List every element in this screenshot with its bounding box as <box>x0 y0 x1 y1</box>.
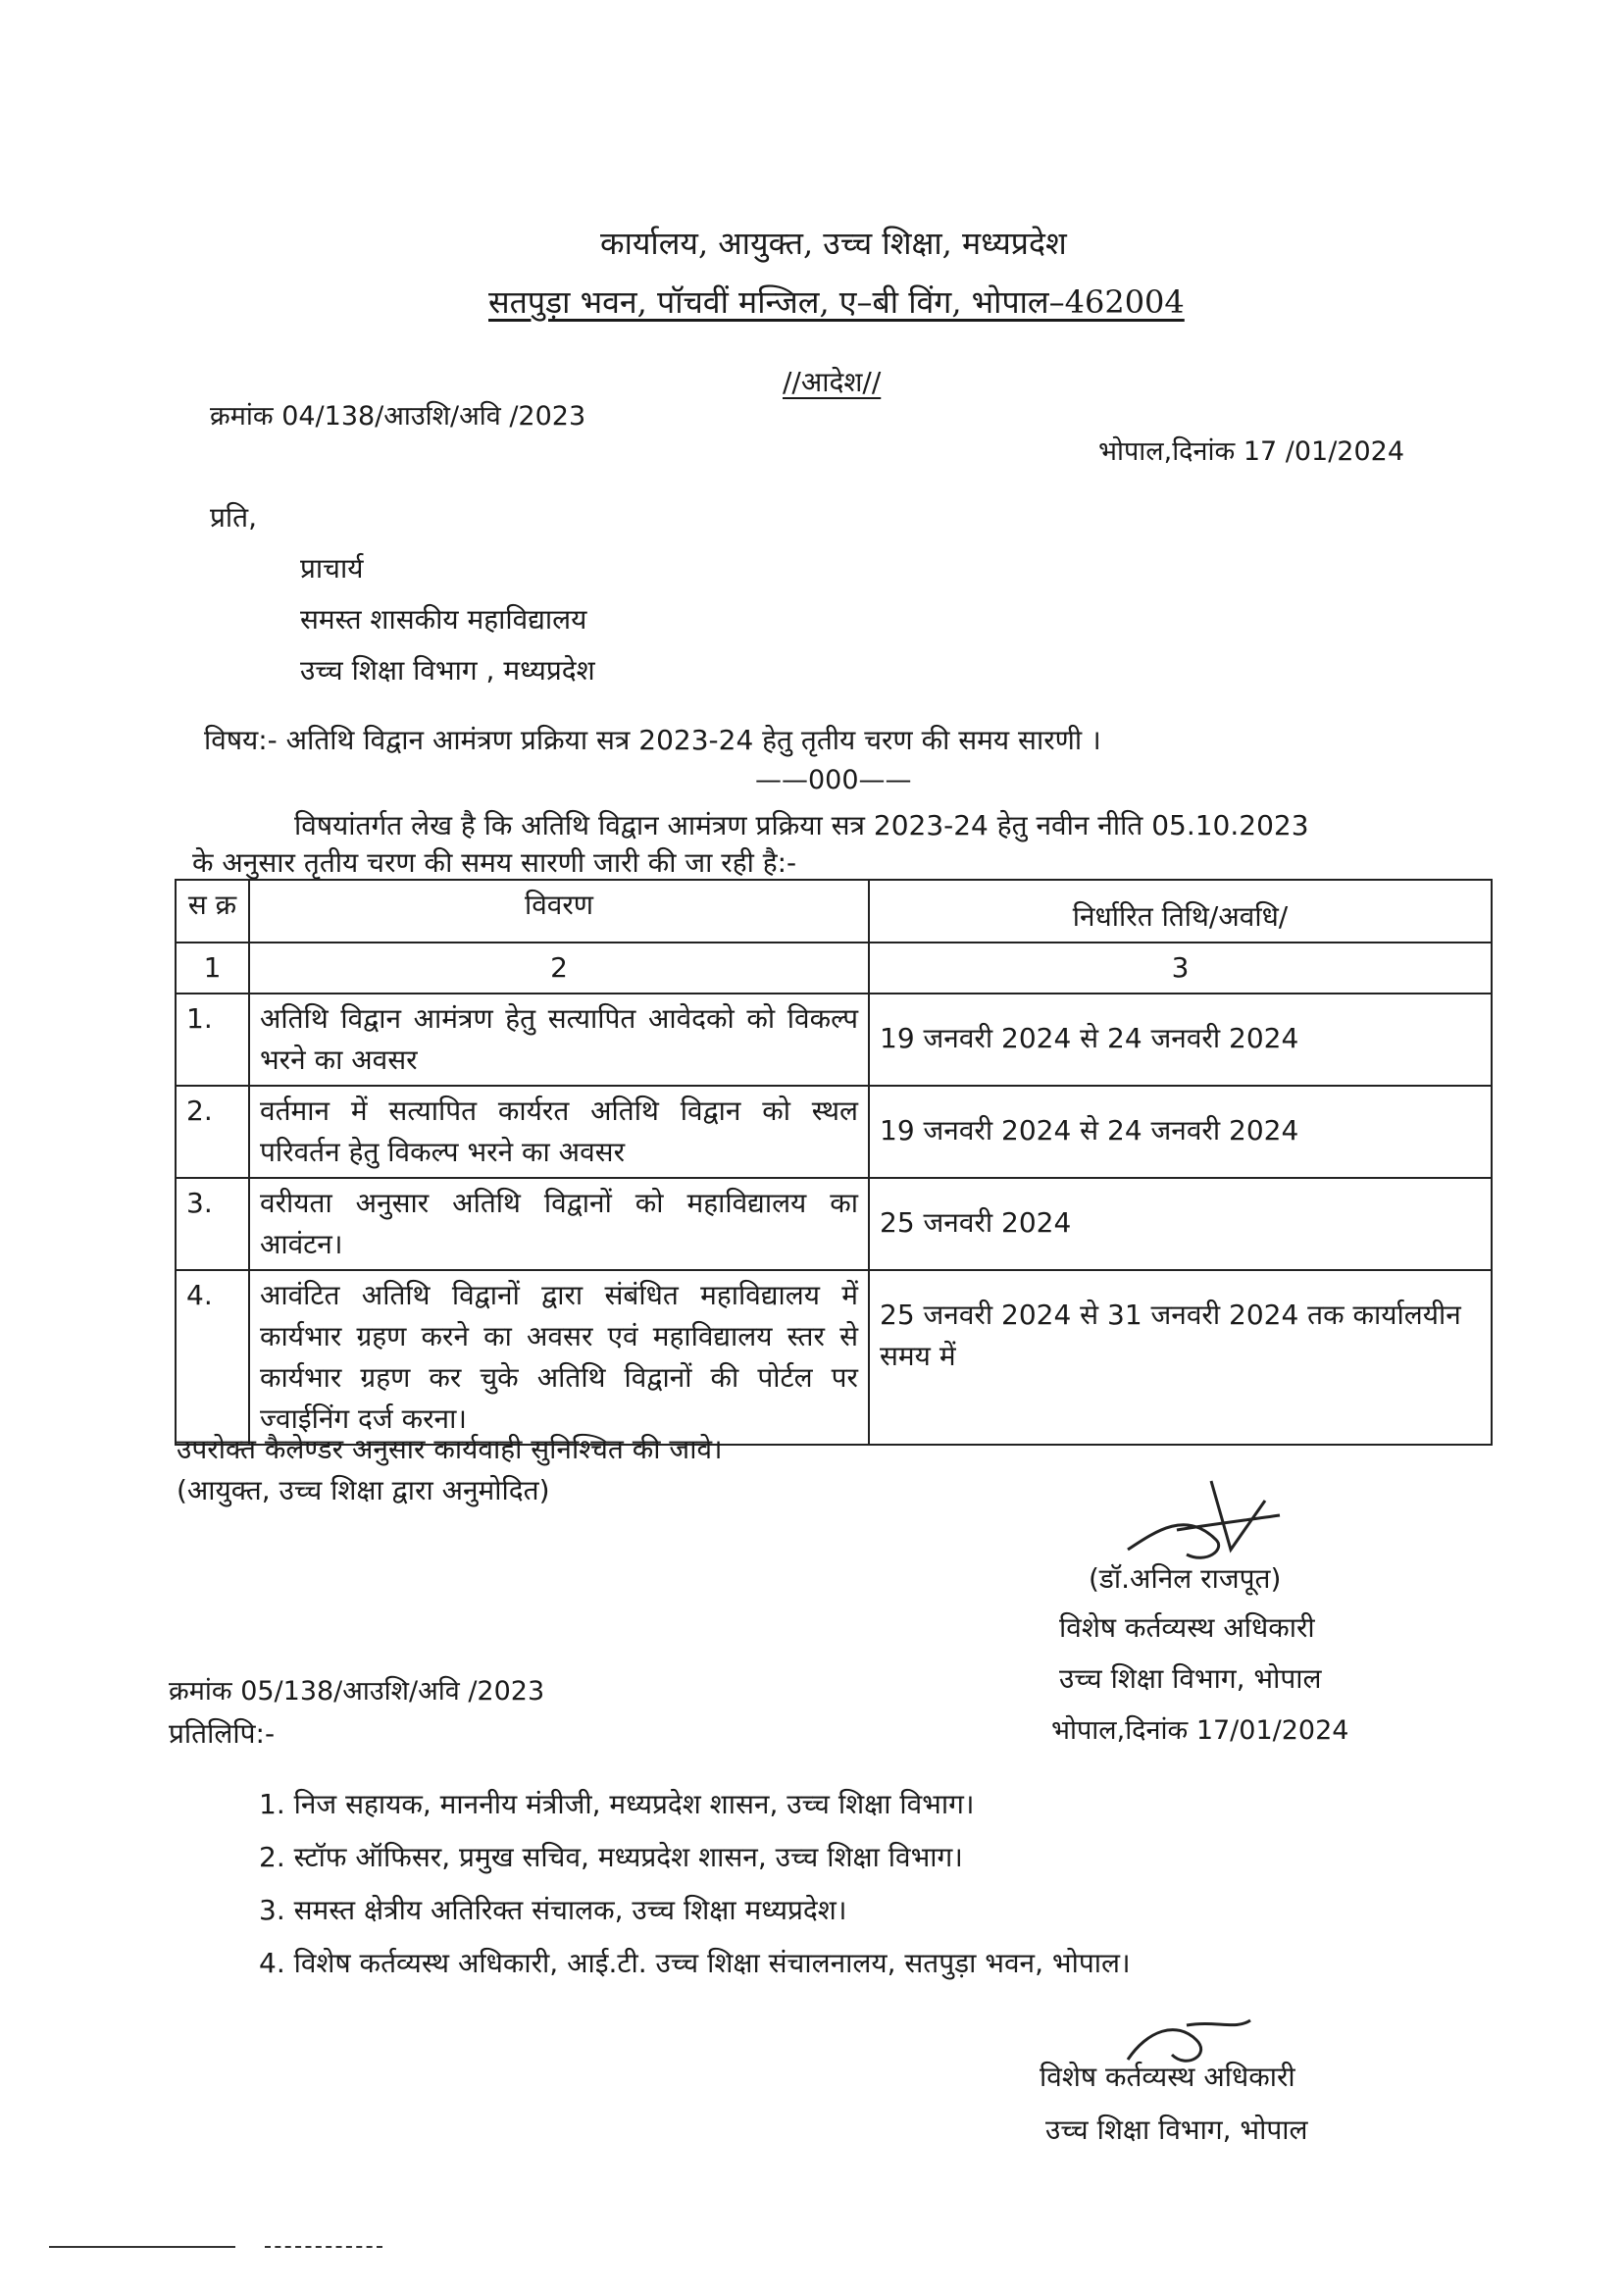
row-detail: आवंटित अतिथि विद्वानों द्वारा संबंधित महाविद्यालय में कार्यभार ग्रहण करने का अवसर एवं महाविद्यालय स्तर से कार्यभार ग्रहण कर चुके अतिथि विद्वानों की पोर्टल पर ज्वाईनिंग दर्ज करना। <box>249 1270 869 1445</box>
row-date: 19 जनवरी 2024 से 24 जनवरी 2024 <box>869 1086 1492 1178</box>
intro-line-1: विषयांतर्गत लेख है कि अतिथि विद्वान आमंत्रण प्रक्रिया सत्र 2023-24 हेतु नवीन नीति 05.10.2023 <box>294 809 1309 841</box>
row-date: 25 जनवरी 2024 से 31 जनवरी 2024 तक कार्यालयीन समय में <box>869 1270 1492 1445</box>
copy-item-2: 2. स्टॉफ ऑफिसर, प्रमुख सचिव, मध्यप्रदेश शासन, उच्च शिक्षा विभाग। <box>259 1841 963 1873</box>
intro-line-2: के अनुसार तृतीय चरण की समय सारणी जारी की जा रही है:- <box>192 846 797 879</box>
header-date: निर्धारित तिथि/अवधि/ <box>869 880 1492 943</box>
signatory-department: उच्च शिक्षा विभाग, भोपाल <box>1059 1662 1322 1695</box>
copy-item-4: 4. विशेष कर्तव्यस्थ अधिकारी, आई.टी. उच्च शिक्षा संचालनालय, सतपुड़ा भवन, भोपाल। <box>259 1947 1131 1979</box>
footer-line-left <box>49 2246 235 2248</box>
salutation: प्रति, <box>210 501 258 534</box>
recipient-line-3: उच्च शिक्षा विभाग , मध्यप्रदेश <box>300 654 595 687</box>
row-serial: 3. <box>176 1178 249 1270</box>
copy-signatory-department: उच्च शिक्षा विभाग, भोपाल <box>1045 2114 1308 2146</box>
copy-order-date: भोपाल,दिनांक 17/01/2024 <box>1051 1715 1349 1746</box>
row-serial: 2. <box>176 1086 249 1178</box>
col-number-3: 3 <box>869 943 1492 994</box>
office-address: सतपुड़ा भवन, पॉचवीं मन्जिल, ए–बी विंग, भोपाल–462004 <box>488 283 1185 321</box>
row-detail: वर्तमान में सत्यापित कार्यरत अतिथि विद्वान को स्थल परिवर्तन हेतु विकल्प भरने का अवसर <box>249 1086 869 1178</box>
subject-line: विषय:- अतिथि विद्वान आमंत्रण प्रक्रिया सत्र 2023-24 हेतु तृतीय चरण की समय सारणी । <box>204 724 1101 756</box>
recipient-line-2: समस्त शासकीय महाविद्यालय <box>300 603 587 636</box>
table-row <box>176 994 1492 1086</box>
signatory-designation: विशेष कर्तव्यस्थ अधिकारी <box>1059 1611 1315 1644</box>
closing-line-2: (आयुक्त, उच्च शिक्षा द्वारा अनुमोदित) <box>177 1474 550 1506</box>
order-number: क्रमांक 04/138/आउशि/अवि /2023 <box>210 401 586 432</box>
copy-item-1: 1. निज सहायक, माननीय मंत्रीजी, मध्यप्रदेश शासन, उच्च शिक्षा विभाग। <box>259 1788 975 1820</box>
office-name: कार्यालय, आयुक्त, उच्च शिक्षा, मध्यप्रदेश <box>600 225 1067 262</box>
header-detail: विवरण <box>249 880 869 943</box>
row-detail: वरीयता अनुसार अतिथि विद्वानों को महाविद्यालय का आवंटन। <box>249 1178 869 1270</box>
signatory-name: (डॉ.अनिल राजपूत) <box>1089 1562 1282 1595</box>
separator: ——000—— <box>755 765 912 795</box>
copy-heading: प्रतिलिपि:- <box>169 1717 276 1750</box>
table-row <box>176 1178 1492 1270</box>
closing-line-1: उपरोक्त कैलेण्डर अनुसार कार्यवाही सुनिश्चित की जावे। <box>177 1433 723 1465</box>
header-serial: स क्र <box>176 880 249 943</box>
row-detail: अतिथि विद्वान आमंत्रण हेतु सत्यापित आवेदको को विकल्प भरने का अवसर <box>249 994 869 1086</box>
row-date: 25 जनवरी 2024 <box>869 1178 1492 1270</box>
recipient-line-1: प्राचार्य <box>300 552 364 585</box>
col-number-2: 2 <box>249 943 869 994</box>
copy-order-number: क्रमांक 05/138/आउशि/अवि /2023 <box>169 1676 545 1707</box>
table-number-row <box>176 943 1492 994</box>
order-title: //आदेश// <box>783 366 882 398</box>
row-serial: 4. <box>176 1270 249 1445</box>
table-row <box>176 1086 1492 1178</box>
footer-line-right <box>265 2246 382 2248</box>
copy-item-3: 3. समस्त क्षेत्रीय अतिरिक्त संचालक, उच्च शिक्षा मध्यप्रदेश। <box>259 1894 847 1926</box>
order-date: भोपाल,दिनांक 17 /01/2024 <box>1098 436 1405 467</box>
table-header-row <box>176 880 1492 943</box>
copy-signatory-designation: विशेष कर्तव्यस्थ अधिकारी <box>1040 2061 1295 2093</box>
row-date: 19 जनवरी 2024 से 24 जनवरी 2024 <box>869 994 1492 1086</box>
row-serial: 1. <box>176 994 249 1086</box>
table-row <box>176 1270 1492 1445</box>
col-number-1: 1 <box>176 943 249 994</box>
schedule-table <box>175 879 1493 1446</box>
